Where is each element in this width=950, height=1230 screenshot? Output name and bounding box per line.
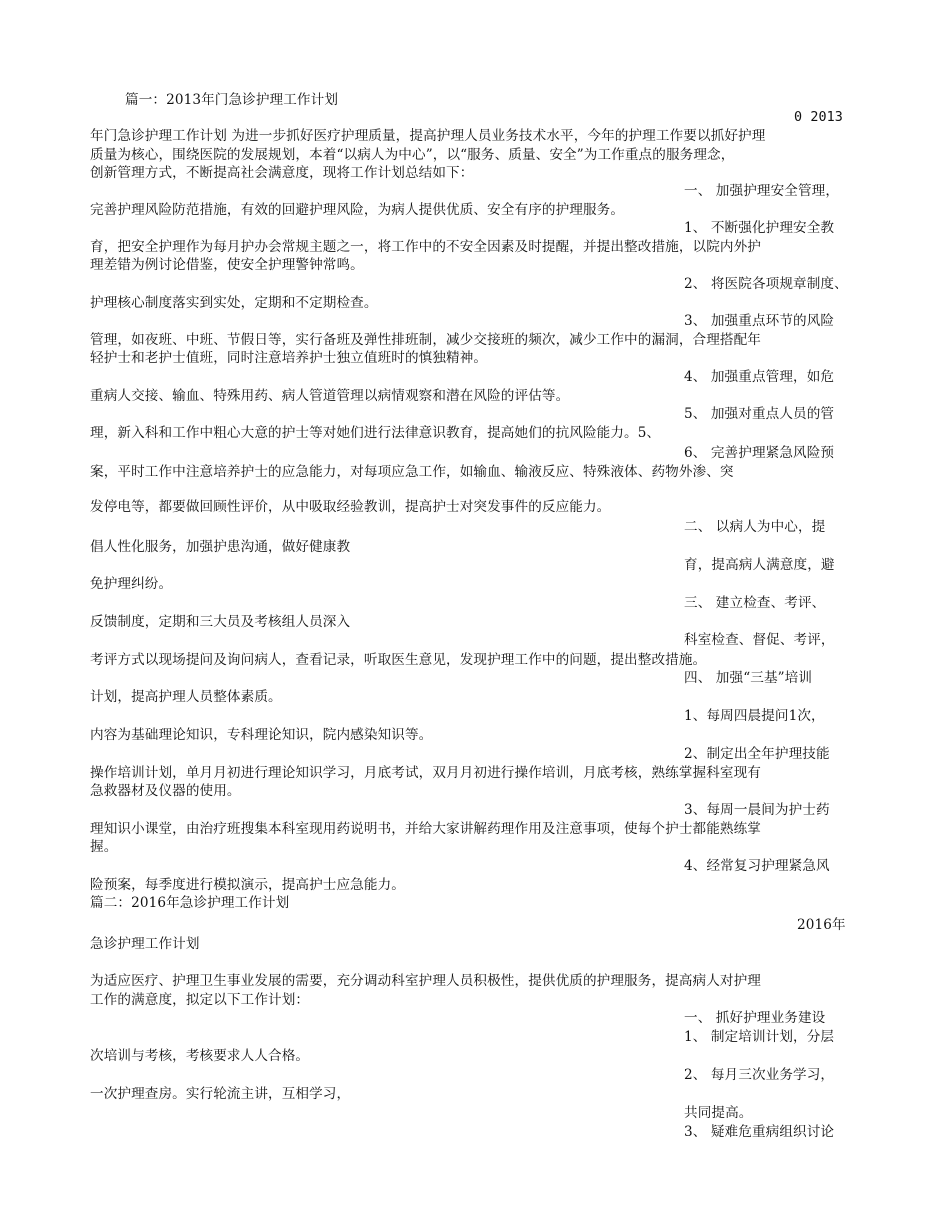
- text-line: 理，新入科和工作中粗心大意的护士等对她们进行法律意识教育，提高她们的抗风险能力。5、: [90, 425, 661, 441]
- text-line: 四、 加强“三基”培训: [684, 670, 813, 686]
- text-line: 为适应医疗、护理卫生事业发展的需要，充分调动科室护理人员积极性，提供优质的护理服务，提高病人对护理: [90, 973, 761, 989]
- text-line: 理知识小课堂，由治疗班搜集本科室现用药说明书，并给大家讲解药理作用及注意事项，使每个护士都能熟练掌: [90, 821, 761, 837]
- text-line: 案，平时工作中注意培养护士的应急能力，对每项应急工作，如输血、输液反应、特殊液体、药物外渗、突: [90, 464, 734, 480]
- text-line: 2、 将医院各项规章制度、: [684, 276, 848, 292]
- text-line: 科室检查、督促、考评，: [684, 632, 835, 648]
- text-line: 发停电等，都要做回顾性评价，从中吸取经验教训，提高护士对突发事件的反应能力。: [90, 499, 611, 515]
- text-line: 计划，提高护理人员整体素质。: [90, 689, 282, 705]
- text-line: 考评方式以现场提问及询问病人，查看记录，听取医生意见，发现护理工作中的问题，提出整改措施。: [90, 652, 707, 668]
- text-line: 握。: [90, 839, 118, 855]
- text-line: 免护理纠纷。: [90, 576, 173, 592]
- text-line: 护理核心制度落实到实处，定期和不定期检查。: [90, 295, 378, 311]
- text-line: 操作培训计划，单月月初进行理论知识学习，月底考试，双月月初进行操作培训，月底考核，熟练掌握科室现有: [90, 765, 761, 781]
- text-line: 完善护理风险防范措施，有效的回避护理风险，为病人提供优质、安全有序的护理服务。: [90, 202, 625, 218]
- text-line: 倡人性化服务，加强护患沟通，做好健康教: [90, 539, 351, 555]
- text-line: 工作的满意度，拟定以下工作计划：: [90, 992, 310, 1008]
- text-line: 2、制定出全年护理技能: [684, 746, 830, 762]
- section-heading-one: 篇一：2013年门急诊护理工作计划: [125, 92, 339, 108]
- text-line: 育，把安全护理作为每月护办会常规主题之一，将工作中的不安全因素及时提醒，并提出整改措施，以院内外护: [90, 239, 761, 255]
- text-line: 0 2013: [794, 110, 843, 125]
- text-line: 理差错为例讨论借鉴，使安全护理警钟常鸣。: [90, 257, 364, 273]
- text-line: 一次护理查房。实行轮流主讲，互相学习，: [90, 1086, 351, 1102]
- text-line: 1、每周四晨提问1次，: [684, 708, 825, 724]
- text-line: 3、每周一晨间为护士药: [684, 802, 830, 818]
- text-line: 质量为核心，围绕医院的发展规划，本着“以病人为中心”，以“服务、质量、安全”为工作重点的服务理念，: [90, 147, 735, 163]
- text-line: 3、 加强重点环节的风险: [684, 313, 835, 329]
- text-line: 急救器材及仪器的使用。: [90, 783, 241, 799]
- text-line: 2、 每月三次业务学习，: [684, 1067, 835, 1083]
- text-line: 急诊护理工作计划: [90, 936, 200, 952]
- text-line: 一、 抓好护理业务建设: [684, 1010, 826, 1026]
- text-line: 1、 制定培训计划，分层: [684, 1029, 835, 1045]
- text-line: 育，提高病人满意度，避: [684, 557, 835, 573]
- text-line: 共同提高。: [684, 1105, 753, 1121]
- text-line: 6、 完善护理紧急风险预: [684, 445, 835, 461]
- text-line: 5、 加强对重点人员的管: [684, 406, 835, 422]
- text-line: 次培训与考核，考核要求人人合格。: [90, 1048, 310, 1064]
- text-line: 险预案，每季度进行模拟演示，提高护士应急能力。: [90, 877, 405, 893]
- text-line: 2016年: [797, 917, 846, 933]
- section-heading-two: 篇二：2016年急诊护理工作计划: [90, 895, 290, 911]
- text-line: 二、 以病人为中心，提: [684, 519, 826, 535]
- text-line: 4、 加强重点管理，如危: [684, 369, 835, 385]
- text-line: 重病人交接、输血、特殊用药、病人管道管理以病情观察和潜在风险的评估等。: [90, 388, 570, 404]
- text-line: 三、 建立检查、考评、: [684, 595, 826, 611]
- text-line: 内容为基础理论知识，专科理论知识，院内感染知识等。: [90, 727, 433, 743]
- text-line: 轻护士和老护士值班，同时注意培养护士独立值班时的慎独精神。: [90, 350, 488, 366]
- text-line: 管理，如夜班、中班、节假日等，实行备班及弹性排班制，减少交接班的频次，减少工作中的漏洞，合理搭配年: [90, 332, 761, 348]
- text-line: 3、 疑难危重病组织讨论: [684, 1124, 835, 1140]
- text-line: 年门急诊护理工作计划 为进一步抓好医疗护理质量，提高护理人员业务技术水平，今年的护理工作要以抓好护理: [90, 128, 766, 144]
- text-line: 创新管理方式，不断提高社会满意度，现将工作计划总结如下：: [90, 165, 474, 181]
- text-line: 1、 不断强化护理安全教: [684, 220, 835, 236]
- text-line: 一、 加强护理安全管理，: [684, 183, 840, 199]
- text-line: 4、经常复习护理紧急风: [684, 858, 830, 874]
- text-line: 反馈制度，定期和三大员及考核组人员深入: [90, 614, 351, 630]
